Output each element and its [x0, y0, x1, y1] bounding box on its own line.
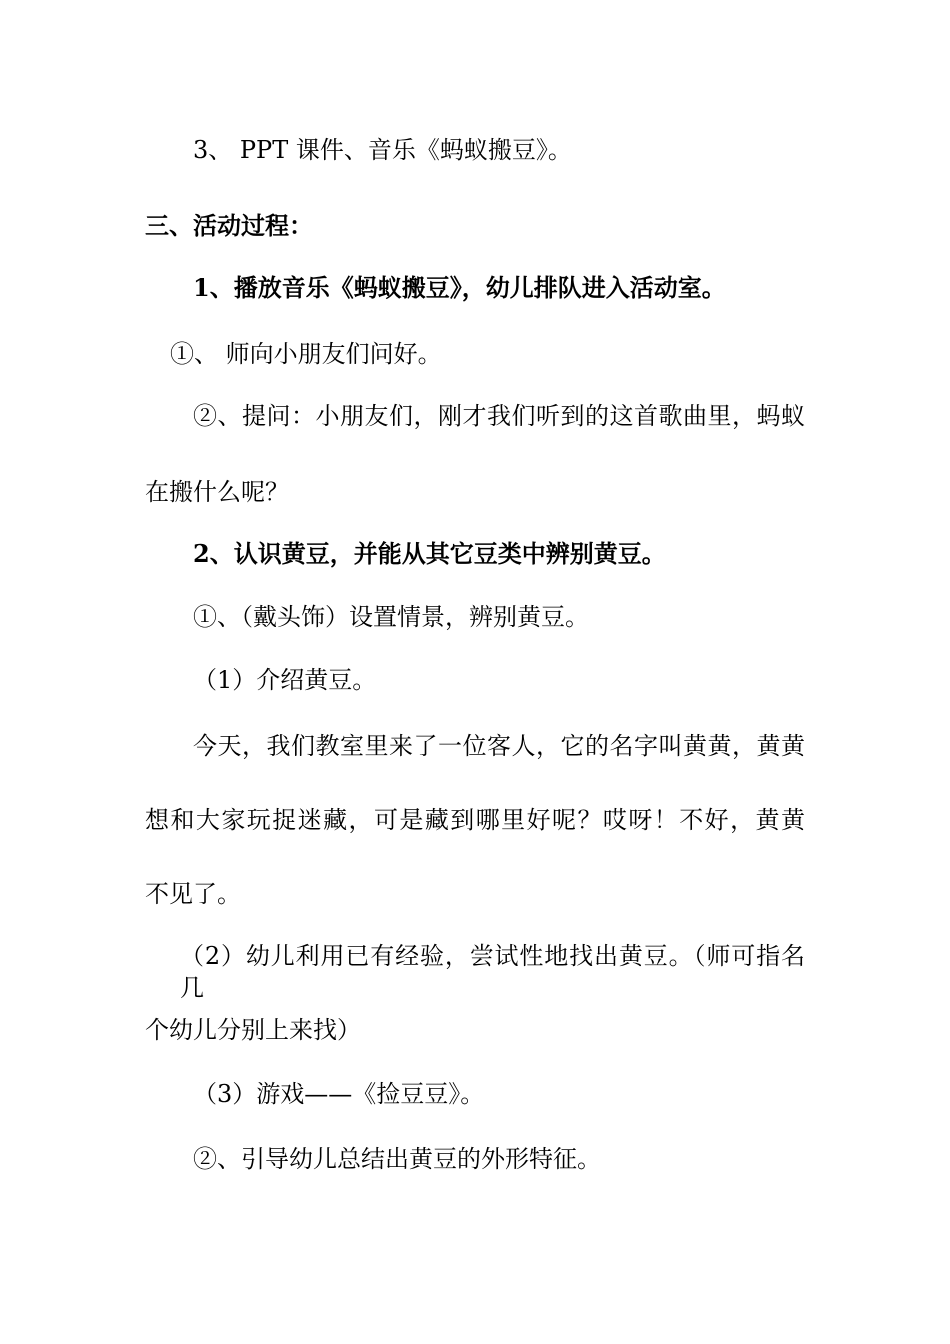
- step-2-sub-1: （1）介绍黄豆。: [193, 666, 377, 694]
- step-2-sub-2-line-1: （2）幼儿利用已有经验，尝试性地找出黄豆。（师可指名几: [180, 942, 805, 1002]
- step-1-item-2-line-2: 在搬什么呢？: [145, 478, 289, 506]
- step-1-item-1: ①、 师向小朋友们问好。: [170, 340, 442, 368]
- step-2-sub-1-para-line-1: 今天，我们教室里来了一位客人，它的名字叫黄黄，黄黄: [193, 732, 805, 760]
- step-2-item-2: ②、引导幼儿总结出黄豆的外形特征。: [193, 1145, 601, 1173]
- materials-item-3: 3、 PPT 课件、音乐《蚂蚁搬豆》。: [193, 136, 572, 164]
- step-heading-1: 1、播放音乐《蚂蚁搬豆》，幼儿排队进入活动室。: [193, 273, 726, 302]
- section-heading-activity-process: 三、活动过程：: [145, 211, 313, 240]
- step-2-item-1: ①、（戴头饰）设置情景，辨别黄豆。: [193, 603, 589, 631]
- step-heading-2: 2、认识黄豆，并能从其它豆类中辨别黄豆。: [193, 539, 666, 568]
- step-2-sub-1-para-line-3: 不见了。: [145, 880, 241, 908]
- step-2-sub-2-line-2: 个幼儿分别上来找）: [145, 1016, 361, 1044]
- step-1-item-2-line-1: ②、提问：小朋友们，刚才我们听到的这首歌曲里，蚂蚁: [193, 402, 805, 430]
- step-2-sub-1-para-line-2: 想和大家玩捉迷藏，可是藏到哪里好呢？哎呀！不好，黄黄: [145, 806, 805, 834]
- step-2-sub-3: （3）游戏——《捡豆豆》。: [193, 1080, 485, 1108]
